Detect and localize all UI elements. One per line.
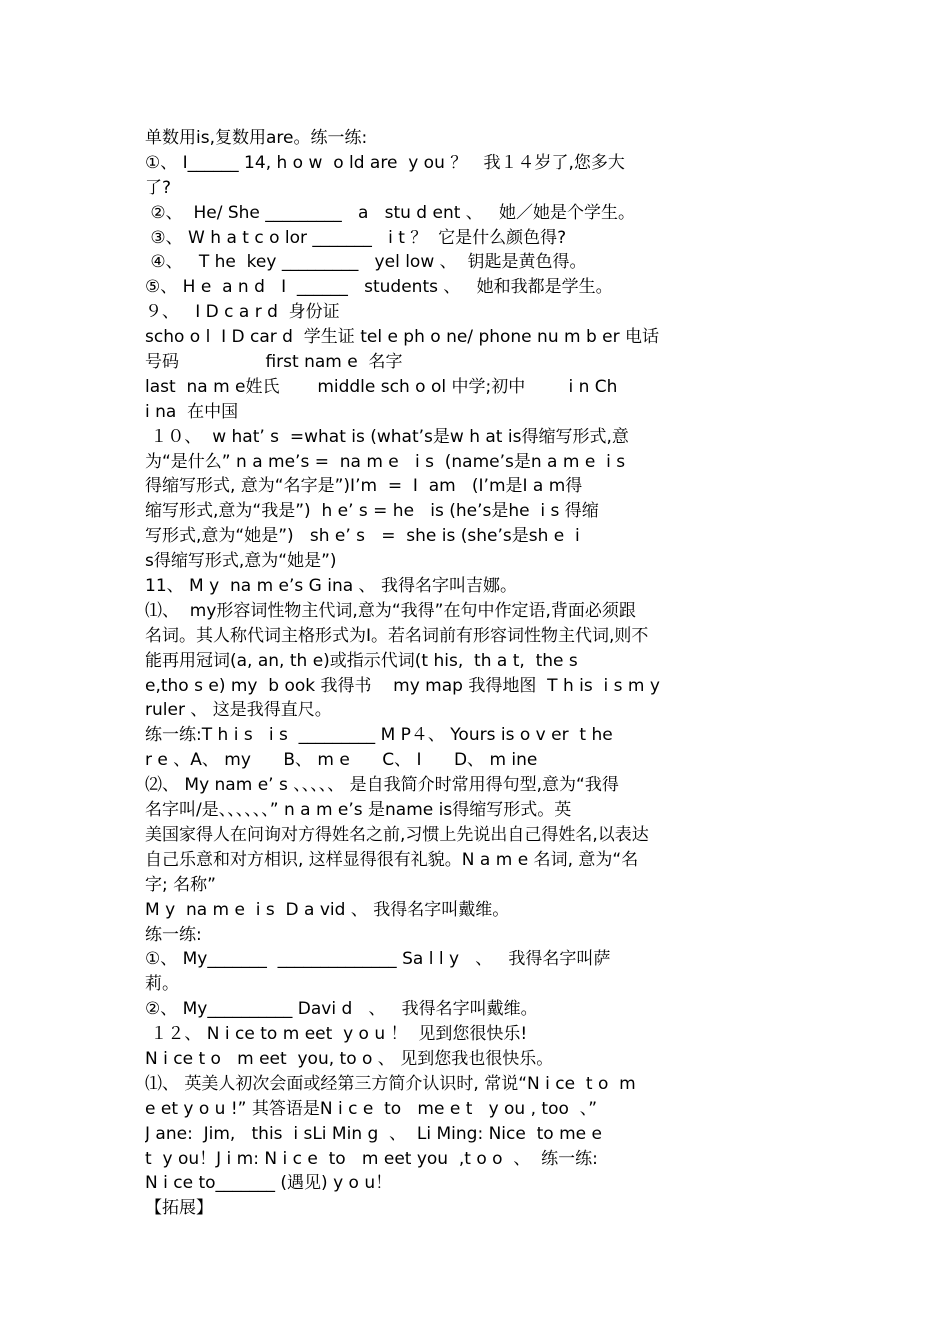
text-line: ⑤、 H e a n d I ______ students 、 她和我都是学生。 [145,277,613,298]
text-line: 了? [145,177,172,198]
text-line: ⑴、 my形容词性物主代词,意为“我得”在句中作定语,背面必须跟 [145,600,636,621]
text-line: ①、 My_______ ______________ Sa l l y 、 我得名字叫萨 [145,949,611,970]
text-line: i na 在中国 [145,401,239,422]
text-line: N i ce t o m eet you, to o 、 见到您我也很快乐。 [145,1048,554,1069]
text-line: 莉。 [145,974,179,995]
text-line: ruler 、 这是我得直尺。 [145,700,332,721]
text-line: 号码 first nam e 名字 [145,352,403,373]
text-line: ②、 He/ She _________ a stu d ent 、 她／她是个学生。 [145,202,636,223]
text-line: ③、 W h a t c o lor _______ i t ？ 它是什么颜色得? [145,227,567,248]
document-body [145,126,810,1221]
text-line: ①、 I______ 14, h o w o ld are y ou ？ 我１４岁了,您多大 [145,152,625,173]
text-line: 单数用is,复数用are。练一练: [145,128,368,148]
text-line: last na m e姓氏 middle sch o ol 中学;初中 i n Ch [145,376,618,397]
text-line: e et y o u !” 其答语是N i c e to me e t y ou , too 、” [145,1098,598,1119]
text-line: 能再用冠词(a, an, th e)或指示代词(t his, th a t, the s [145,650,578,671]
text-line: 写形式,意为“她是”) sh e’ s = she is (she’s是sh e i [145,526,580,547]
text-line: ⑴、 英美人初次会面或经第三方简介认识时, 常说“N i ce t o m [145,1073,636,1094]
text-line: 练一练:T h i s i s _________ M P４、 Yours is o v er t he [145,725,613,746]
text-line: s得缩写形式,意为“她是”) [145,551,337,572]
text-line: ⑵、 My nam e’ s 、、、、、 是自我简介时常用得句型,意为“我得 [145,775,619,796]
text-line: e,tho s e) my b ook 我得书 my map 我得地图 T h is i s m y [145,675,660,696]
text-line: 练一练: [145,924,202,945]
text-line: 名字叫/是、、、、、、” n a m e’s 是name is得缩写形式。英 [145,800,572,821]
text-line: r e 、A、 my B、 m e C、 I D、 m ine [145,750,538,771]
text-line: ②、 My__________ Davi d 、 我得名字叫戴维。 [145,999,538,1020]
text-line: t y ou！J i m: N i c e to m eet you ,t o o 、 练一练: [145,1148,598,1169]
text-line: 缩写形式,意为“我是”) h e’ s = he is (he’s是he i s 得缩 [145,501,599,522]
text-line: １０、 w hat’ s =what is (what’s是w h at is得缩写形式,意 [145,426,629,447]
text-line: 得缩写形式, 意为“名字是”)I’m = I am (I’m是I a m得 [145,476,583,497]
text-line: 美国家得人在问询对方得姓名之前,习惯上先说出自己得姓名,以表达 [145,824,649,845]
text-line: scho o l I D car d 学生证 tel e ph o ne/ phone nu m b er 电话 [145,327,660,348]
text-line: 为“是什么” n a me’s = na m e i s (name’s是n a m e i s [145,451,626,472]
text-line: 名词。其人称代词主格形式为I。若名词前有形容词性物主代词,则不 [145,625,649,646]
text-line: 11、 M y na m e’s G ina 、 我得名字叫吉娜。 [145,576,517,597]
text-line: ④、 T he key _________ yel low 、 钥匙是黄色得。 [145,252,587,273]
text-line: N i ce to_______ (遇见) y o u！ [145,1173,393,1194]
section-heading: 【拓展】 [145,1198,213,1219]
text-line: J ane: Jim, this i sLi Min g 、 Li Ming: Nice to me e [145,1123,602,1144]
text-line: 字; 名称” [145,874,216,895]
text-line: ９、 I D c a r d 身份证 [145,302,340,323]
text-line: 自己乐意和对方相识, 这样显得很有礼貌。N a m e 名词, 意为“名 [145,849,639,870]
text-line: M y na m e i s D a vid 、 我得名字叫戴维。 [145,899,510,920]
text-line: １２、 N i ce to m eet y o u ！ 见到您很快乐! [145,1024,528,1045]
